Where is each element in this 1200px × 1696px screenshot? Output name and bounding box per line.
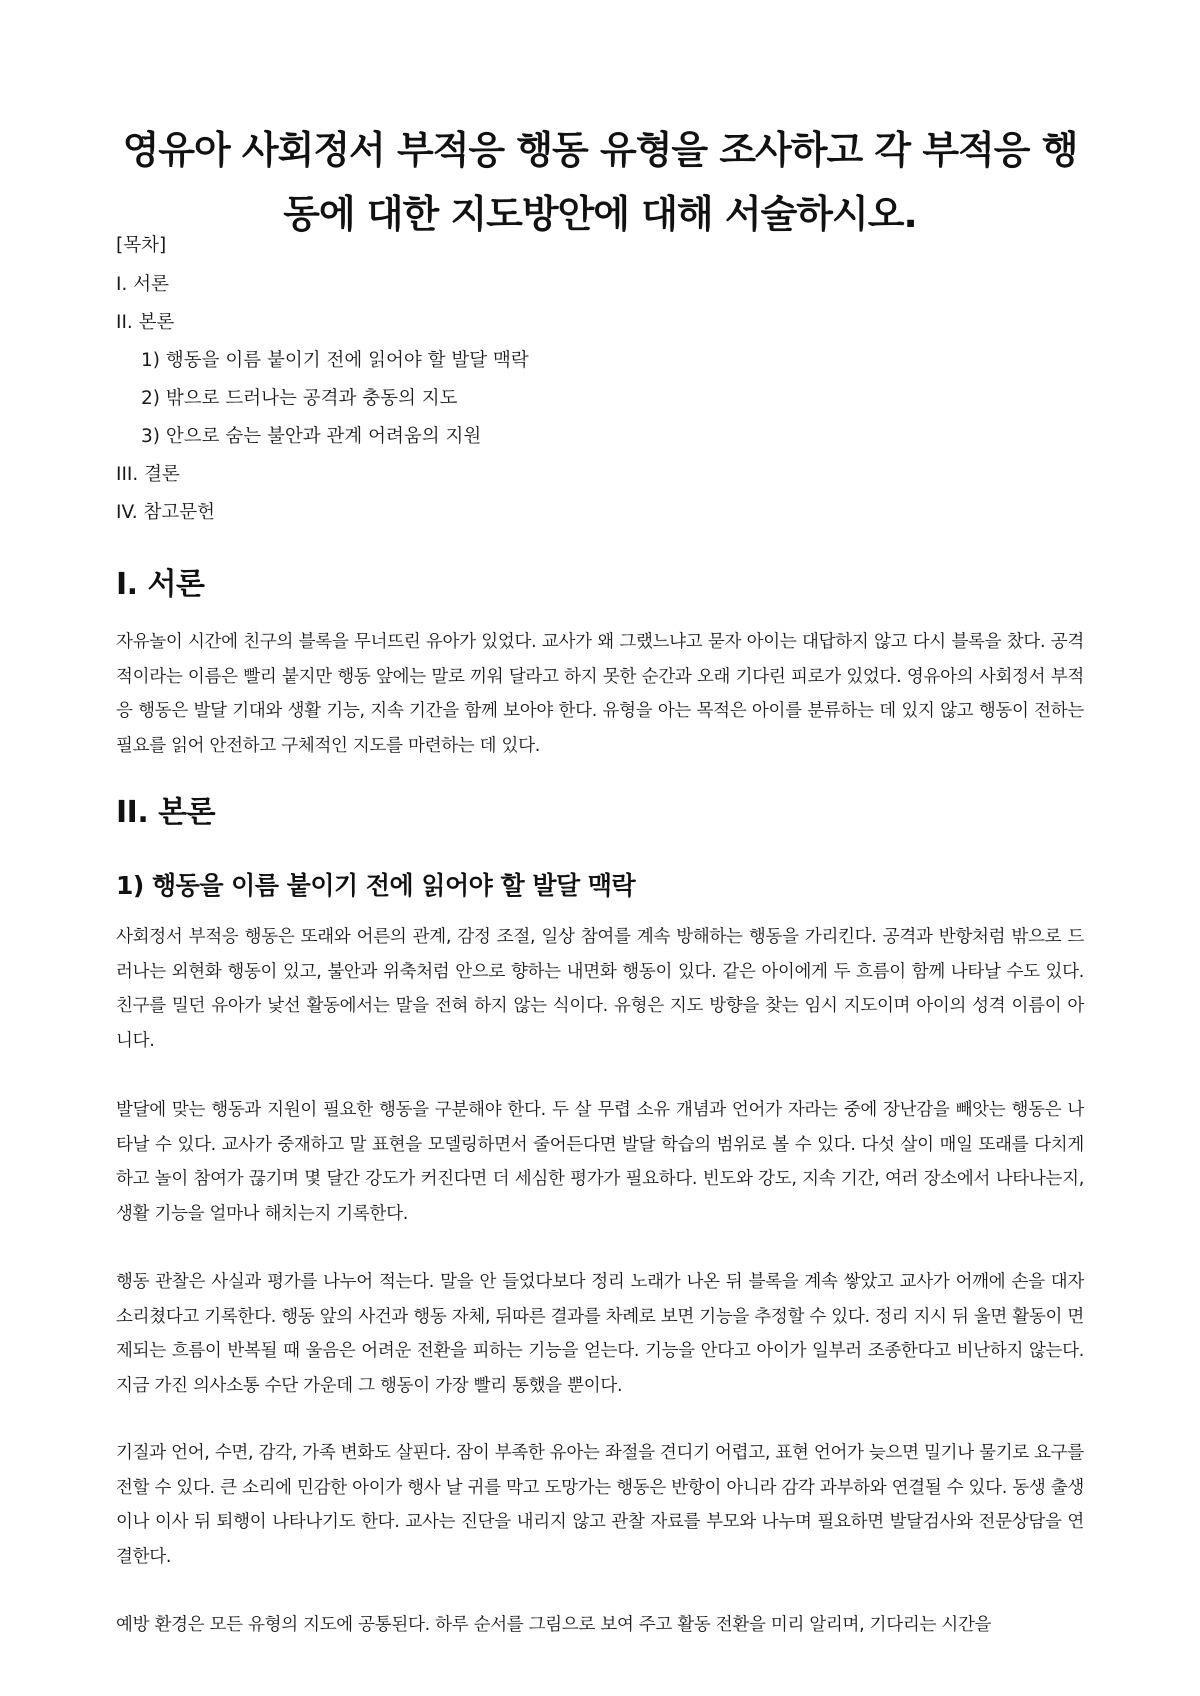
toc-item-body: II. 본론: [116, 312, 175, 333]
body-paragraph-4: 기질과 언어, 수면, 감각, 가족 변화도 살핀다. 잠이 부족한 유아는 좌절을 견디기 어렵고, 표현 언어가 늦으면 밀기나 물기로 요구를 전할 수 있다. 큰 소리에 민감한 아이가 행사 날 귀를 막고 도망가는 행동은 반항이 아니라 감각 과부하와 연결될 수 있다. 동생 출생이나 이사 뒤 퇴행이 나타나기도 한다. 교사는 진단을 내리지 않고 관찰 자료를 부모와 나누며 필요하면 발달검사와 전문상담을 연결한다.: [116, 1443, 1084, 1567]
toc-item-intro: I. 서론: [116, 274, 169, 295]
toc-item-body-sub3: 3) 안으로 숨는 불안과 관계 어려움의 지원: [141, 426, 482, 447]
body-paragraph-3: 행동 관찰은 사실과 평가를 나누어 적는다. 말을 안 들었다보다 정리 노래가 나온 뒤 블록을 계속 쌓았고 교사가 어깨에 손을 대자 소리쳤다고 기록한다. 행동 앞의 사건과 행동 자체, 뒤따른 결과를 차례로 보면 기능을 추정할 수 있다. 정리 지시 뒤 울면 활동이 면제되는 흐름이 반복될 때 울음은 어려운 전환을 피하는 기능을 얻는다. 기능을 안다고 아이가 일부러 조종한다고 비난하지 않는다. 지금 가진 의사소통 수단 가운데 그 행동이 가장 빨리 통했을 뿐이다.: [116, 1272, 1084, 1396]
toc-heading: [목차]: [116, 235, 167, 256]
toc-item-conclusion: III. 결론: [116, 464, 180, 485]
body-paragraph-1: 사회정서 부적응 행동은 또래와 어른의 관계, 감정 조절, 일상 참여를 계속 방해하는 행동을 가리킨다. 공격과 반항처럼 밖으로 드러나는 외현화 행동이 있고, 불안과 위축처럼 안으로 향하는 내면화 행동이 있다. 같은 아이에게 두 흐름이 함께 나타날 수도 있다. 친구를 밀던 유아가 낯선 활동에서는 말을 전혀 하지 않는 식이다. 유형은 지도 방향을 찾는 임시 지도이며 아이의 성격 이름이 아니다.: [116, 927, 1084, 1051]
section-heading-intro: I. 서론: [116, 567, 205, 602]
toc-item-body-sub1: 1) 행동을 이름 붙이기 전에 읽어야 할 발달 맥락: [141, 350, 529, 371]
body-paragraph-2: 발달에 맞는 행동과 지원이 필요한 행동을 구분해야 한다. 두 살 무렵 소유 개념과 언어가 자라는 중에 장난감을 빼앗는 행동은 나타날 수 있다. 교사가 중재하고 말 표현을 모델링하면서 줄어든다면 발달 학습의 범위로 볼 수 있다. 다섯 살이 매일 또래를 다치게 하고 놀이 참여가 끊기며 몇 달간 강도가 커진다면 더 세심한 평가가 필요하다. 빈도와 강도, 지속 기간, 여러 장소에서 나타나는지, 생활 기능을 얼마나 해치는지 기록한다.: [116, 1100, 1084, 1224]
intro-paragraph: 자유놀이 시간에 친구의 블록을 무너뜨린 유아가 있었다. 교사가 왜 그랬느냐고 묻자 아이는 대답하지 않고 다시 블록을 찼다. 공격적이라는 이름은 빨리 붙지만 행동 앞에는 말로 끼워 달라고 하지 못한 순간과 오래 기다린 피로가 있었다. 영유아의 사회정서 부적응 행동은 발달 기대와 생활 기능, 지속 기간을 함께 보아야 한다. 유형을 아는 목적은 아이를 분류하는 데 있지 않고 행동이 전하는 필요를 읽어 안전하고 구체적인 지도를 마련하는 데 있다.: [116, 632, 1084, 756]
document-title: 영유아 사회정서 부적응 행동 유형을 조사하고 각 부적응 행동에 대한 지도방안에 대해 서술하시오.: [122, 128, 1078, 236]
body-paragraph-5: 예방 환경은 모든 유형의 지도에 공통된다. 하루 순서를 그림으로 보여 주고 활동 전환을 미리 알리며, 기다리는 시간을: [116, 1615, 992, 1635]
subsection-heading-1: 1) 행동을 이름 붙이기 전에 읽어야 할 발달 맥락: [116, 871, 636, 900]
toc-item-references: IV. 참고문헌: [116, 502, 215, 523]
toc-item-body-sub2: 2) 밖으로 드러나는 공격과 충동의 지도: [141, 388, 458, 409]
section-heading-body: II. 본론: [116, 795, 216, 830]
